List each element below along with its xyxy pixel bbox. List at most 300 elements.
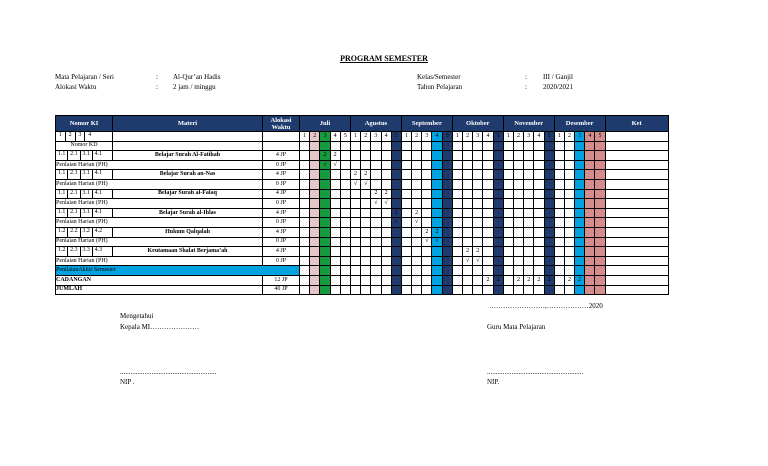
week-cell [320,179,330,189]
week-cell [585,266,595,276]
week-cell: 4 [483,132,493,142]
week-cell: 2 [544,275,554,285]
kd-number: 1.1 [56,170,68,179]
week-cell [503,208,513,218]
table-row [56,160,669,170]
week-cell [513,256,523,266]
week-cell [564,179,574,189]
week-cell [320,208,330,218]
week-cell [473,179,483,189]
week-cell [524,227,534,237]
week-cell: 1 [554,132,564,142]
week-cell [381,237,391,247]
empty-cell [113,141,263,151]
left-signature-line: ....................................................... [120,368,217,376]
week-cell [554,275,564,285]
alokasi-value: 2 jam / minggu [173,83,216,91]
week-cell [330,218,340,228]
week-cell [452,227,462,237]
week-cell [361,227,371,237]
week-cell [564,227,574,237]
week-cell [483,160,493,170]
header-row [56,116,669,132]
week-cell [503,227,513,237]
week-cell [595,285,605,295]
materi-cell: Belajar Surah al-Falaq [113,189,263,199]
week-cell [595,160,605,170]
week-cell: 1 [452,132,462,142]
week-cell [300,189,310,199]
table-row [56,179,669,189]
week-cell [330,189,340,199]
materi-cell: Keutamaan Shalat Berjama’ah [113,247,263,257]
week-cell [473,199,483,209]
week-cell [585,218,595,228]
week-cell [534,266,544,276]
week-cell: √ [391,218,401,228]
week-cell [534,208,544,218]
week-cell [381,256,391,266]
week-cell [401,141,411,151]
jumlah-label: JUMLAH [56,285,263,295]
week-cell [564,141,574,151]
week-cell [391,170,401,180]
week-cell [473,151,483,161]
week-cell [391,285,401,295]
week-cell [554,208,564,218]
colon: : [525,83,527,91]
week-cell [524,141,534,151]
week-cell [575,179,585,189]
week-cell [483,227,493,237]
week-cell [401,218,411,228]
week-cell [564,218,574,228]
week-cell [350,141,360,151]
ket-cell [605,266,668,276]
week-cell [564,208,574,218]
week-cell [554,179,564,189]
kelas-label: Kelas/Semester [417,73,461,81]
header-ket: Ket [605,116,668,132]
week-cell [595,141,605,151]
week-cell [422,170,432,180]
week-cell [300,285,310,295]
week-cell [524,170,534,180]
week-cell [422,208,432,218]
week-cell [310,275,320,285]
week-cell [575,266,585,276]
week-cell [554,237,564,247]
week-cell [300,218,310,228]
ket-cell [605,285,668,295]
week-cell [463,275,473,285]
week-cell [513,151,523,161]
week-cell [564,151,574,161]
week-cell [585,208,595,218]
week-cell [422,247,432,257]
guru-label: Guru Mata Pelajaran [487,323,546,331]
week-cell [340,227,350,237]
kd-number: 1.2 [56,247,68,256]
week-cell: 2 [564,275,574,285]
week-cell [493,160,503,170]
week-cell [330,247,340,257]
week-cell [575,208,585,218]
week-cell [524,285,534,295]
week-cell [432,189,442,199]
week-cell [320,141,330,151]
week-cell: 2 [513,275,523,285]
kd-cell [56,189,113,199]
ket-cell [605,170,668,180]
week-cell: 2 [534,275,544,285]
week-cell [361,237,371,247]
week-cell [310,247,320,257]
kd-number: 2.2 [68,228,80,237]
materi-cell: Penlaian Harian (PH) [56,237,263,247]
jp-cell: 0 JP [263,218,300,228]
ki-number-cell [56,132,113,142]
week-cell [524,237,534,247]
week-cell [513,199,523,209]
week-cell [361,151,371,161]
week-cell: 1 [503,132,513,142]
week-cell [300,141,310,151]
week-cell [493,170,503,180]
week-cell [544,237,554,247]
table-row [56,237,669,247]
week-cell [463,285,473,295]
week-cell [575,227,585,237]
week-cell [595,227,605,237]
kd-cell [56,170,113,180]
week-cell [534,179,544,189]
week-cell [585,247,595,257]
week-cell [412,256,422,266]
week-cell [432,247,442,257]
week-cell [483,266,493,276]
kd-number: 3.1 [81,209,93,218]
header-month: November [503,116,554,132]
week-cell [503,275,513,285]
header-month: September [401,116,452,132]
week-cell: 2 [320,151,330,161]
week-cell [524,199,534,209]
week-cell [442,237,452,247]
week-cell [412,141,422,151]
week-cell [350,285,360,295]
kd-number: 1.2 [56,228,68,237]
week-cell [513,141,523,151]
table-row [56,199,669,209]
week-cell [310,266,320,276]
week-cell [371,275,381,285]
week-cell [503,160,513,170]
materi-cell: Penlaian Harian (PH) [56,218,263,228]
week-cell [432,179,442,189]
kd-number: 4.2 [94,227,103,234]
right-signature-line: ....................................................... [487,368,584,376]
materi-cell: Penlaian Harian (PH) [56,160,263,170]
week-cell [452,141,462,151]
week-cell [422,199,432,209]
week-cell: 2 [422,227,432,237]
week-cell [575,170,585,180]
week-cell [340,275,350,285]
week-cell [381,285,391,295]
week-cell [493,247,503,257]
week-cell: 2 [310,132,320,142]
week-cell [534,237,544,247]
week-cell [391,160,401,170]
nomor-kd-row [56,141,669,151]
week-cell [442,247,452,257]
ket-cell [605,256,668,266]
kd-number: 2.1 [68,151,80,160]
ket-cell [605,179,668,189]
week-cell [401,160,411,170]
week-cell [401,285,411,295]
kd-number: 3.1 [81,170,93,179]
week-cell [463,151,473,161]
week-cell [463,170,473,180]
week-cell [554,285,564,295]
week-cell [544,160,554,170]
week-cell [544,170,554,180]
header-month: Oktober [452,116,503,132]
cadangan-label: CADANGAN [56,275,263,285]
ki-number-row [56,132,669,142]
week-cell [442,256,452,266]
week-cell [585,151,595,161]
week-cell [544,141,554,151]
week-cell [401,237,411,247]
week-cell [381,275,391,285]
kd-cell [56,151,113,161]
week-cell [432,160,442,170]
colon: : [156,83,158,91]
week-cell [310,179,320,189]
week-cell [463,189,473,199]
week-cell [463,266,473,276]
week-cell [534,160,544,170]
week-cell [524,189,534,199]
week-cell [340,247,350,257]
week-cell [401,189,411,199]
jp-cell: 0 JP [263,199,300,209]
week-cell: 1 [401,132,411,142]
week-cell [330,199,340,209]
week-cell [391,179,401,189]
week-cell [493,266,503,276]
tahun-value: 2020/2021 [543,83,573,91]
week-cell [340,189,350,199]
week-cell [564,189,574,199]
week-cell [483,256,493,266]
week-cell [371,170,381,180]
kd-number: 4.3 [94,247,103,254]
week-cell [503,151,513,161]
week-cell [483,170,493,180]
week-cell [320,285,330,295]
week-cell [371,208,381,218]
week-cell [310,160,320,170]
ki-number: 1 [56,132,66,141]
week-cell: 2 [493,275,503,285]
colon: : [525,73,527,81]
week-cell [483,199,493,209]
week-cell [340,218,350,228]
week-cell [340,179,350,189]
ket-cell [605,132,668,142]
week-cell [483,179,493,189]
week-cell [412,199,422,209]
table-row [56,247,669,257]
week-cell [310,285,320,295]
jp-cell: 4 JP [263,151,300,161]
week-cell [473,227,483,237]
week-cell [524,266,534,276]
week-cell [432,151,442,161]
week-cell [401,266,411,276]
kd-cell [56,227,113,237]
week-cell [575,237,585,247]
week-cell: √ [330,160,340,170]
table-row [56,218,669,228]
week-cell [350,208,360,218]
week-cell [534,199,544,209]
week-cell [452,151,462,161]
header-alokasi [263,116,300,132]
week-cell [544,247,554,257]
kelas-value: III / Ganjil [543,73,573,81]
week-cell: 5 [595,132,605,142]
week-cell [503,285,513,295]
week-cell [585,227,595,237]
table-row [56,208,669,218]
week-cell [483,151,493,161]
week-cell [350,218,360,228]
week-cell [340,285,350,295]
week-cell [585,179,595,189]
week-cell [513,218,523,228]
week-cell [340,208,350,218]
week-cell: √ [432,237,442,247]
week-cell [575,160,585,170]
week-cell [544,179,554,189]
week-cell [412,189,422,199]
week-cell [432,218,442,228]
week-cell [320,227,330,237]
week-cell [452,170,462,180]
week-cell [361,189,371,199]
week-cell [401,256,411,266]
week-cell: 4 [534,132,544,142]
week-cell [503,266,513,276]
week-cell [595,266,605,276]
week-cell [564,266,574,276]
week-cell [361,208,371,218]
week-cell [310,151,320,161]
week-cell [442,170,452,180]
week-cell [463,141,473,151]
week-cell [513,189,523,199]
week-cell: 2 [483,275,493,285]
kd-number: 2.1 [68,209,80,218]
week-cell [513,285,523,295]
week-cell [361,160,371,170]
jp-cell: 4 JP [263,170,300,180]
week-cell [595,218,605,228]
week-cell [350,160,360,170]
week-cell: 5 [340,132,350,142]
empty-cell [263,141,300,151]
week-cell: 2 [361,132,371,142]
jp-cell: 0 JP [263,179,300,189]
week-cell [422,218,432,228]
week-cell: 2 [463,247,473,257]
jp-cell: 4 JP [263,247,300,257]
kd-number: 2.1 [68,170,80,179]
week-cell [473,275,483,285]
week-cell: 5 [442,132,452,142]
alokasi-label: Alokasi Waktu [55,83,97,91]
week-cell [381,160,391,170]
week-cell [310,256,320,266]
header-month: Desember [554,116,605,132]
week-cell [524,208,534,218]
week-cell [300,275,310,285]
week-cell [330,141,340,151]
week-cell [503,141,513,151]
week-cell [513,170,523,180]
week-cell: 5 [493,132,503,142]
week-cell [513,266,523,276]
week-cell [381,218,391,228]
ket-cell [605,199,668,209]
week-cell [320,256,330,266]
week-cell [473,237,483,247]
week-cell [320,170,330,180]
week-cell [534,285,544,295]
week-cell [534,170,544,180]
week-cell [575,199,585,209]
program-semester-table [55,115,669,295]
week-cell [554,218,564,228]
week-cell [473,141,483,151]
week-cell [483,237,493,247]
week-cell [513,208,523,218]
week-cell [564,199,574,209]
ket-cell [605,151,668,161]
kd-number: 3.1 [81,151,93,160]
week-cell: √ [371,199,381,209]
week-cell [493,227,503,237]
week-cell [564,237,574,247]
week-cell [350,256,360,266]
week-cell [442,266,452,276]
week-cell [524,160,534,170]
week-cell [300,151,310,161]
week-cell [544,285,554,295]
pas-row [56,266,669,276]
week-cell [513,227,523,237]
week-cell [340,199,350,209]
week-cell [442,151,452,161]
week-cell [442,199,452,209]
week-cell: 2 [381,189,391,199]
week-cell: 3 [422,132,432,142]
